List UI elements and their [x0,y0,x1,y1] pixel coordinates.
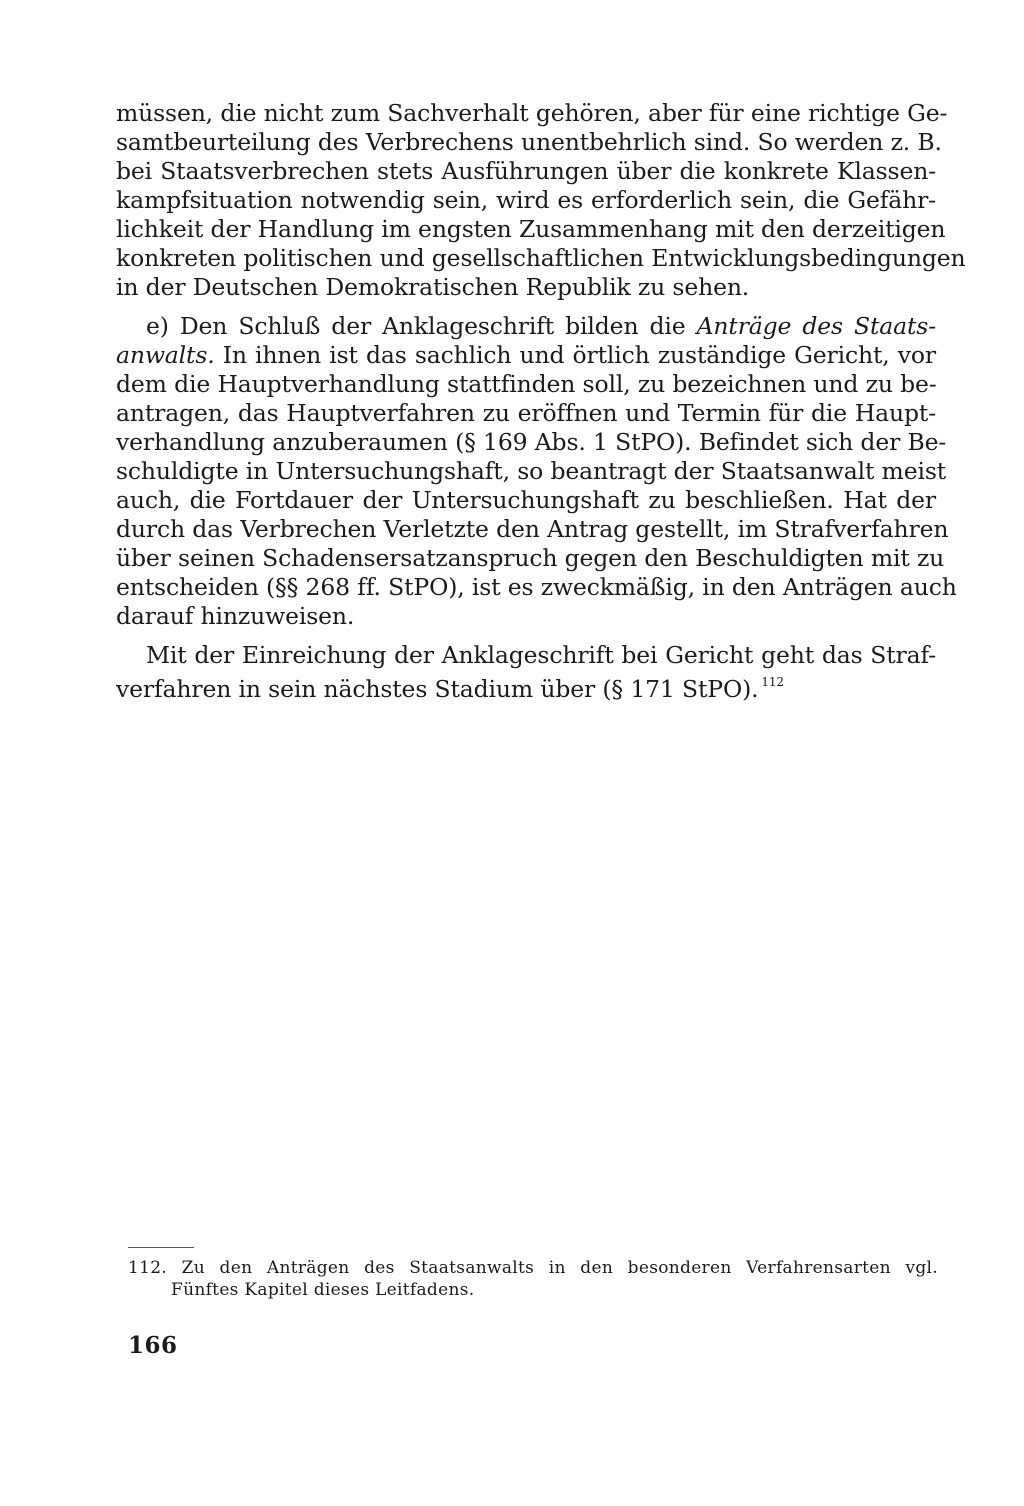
footnote-divider [128,1247,194,1248]
body-line: schuldigte in Untersuchungshaft, so beantragt der Staatsanwalt meist [116,457,947,485]
emphasis-text: anwalts. [116,341,215,369]
body-line: konkreten politischen und gesellschaftlichen Entwicklungsbedingungen [116,244,966,272]
body-line: bei Staatsverbrechen stets Ausführungen über die konkrete Klassen- [116,157,936,185]
body-line-text: In ihnen ist das sachlich und örtlich zuständige Gericht, vor [214,341,936,369]
body-line: entscheiden (§§ 268 ff. StPO), ist es zweckmäßig, in den Anträgen auch [116,573,957,601]
body-line: darauf hinzuweisen. [116,602,355,630]
body-line: über seinen Schadensersatzanspruch gegen den Beschuldigten mit zu [116,544,945,572]
body-line: in der Deutschen Demokratischen Republik zu sehen. [116,273,750,301]
page-number: 166 [128,1332,178,1359]
body-line: antragen, das Hauptverfahren zu eröffnen und Termin für die Haupt- [116,399,936,427]
body-line: durch das Verbrechen Verletzte den Antrag gestellt, im Strafverfahren [116,515,949,543]
body-line [146,311,936,341]
body-line: samtbeurteilung des Verbrechens unentbehrlich sind. So werden z. B. [116,128,942,156]
body-line [116,669,936,704]
footnote-line: 112. Zu den Anträgen des Staatsanwalts in den besonderen Verfahrensarten vgl. [128,1258,938,1278]
body-line: verhandlung anzuberaumen (§ 169 Abs. 1 StPO). Befindet sich der Be- [116,428,947,456]
body-line: auch, die Fortdauer der Untersuchungshaft zu beschließen. Hat der [116,486,936,514]
body-line: Mit der Einreichung der Anklageschrift bei Gericht geht das Straf- [146,641,936,669]
body-line: lichkeit der Handlung im engsten Zusammenhang mit den derzeitigen [116,215,946,243]
body-line: müssen, die nicht zum Sachverhalt gehören, aber für eine richtige Ge- [116,99,948,127]
body-line [116,340,936,370]
body-line-text: e) Den Schluß der Anklageschrift bilden die [146,312,697,340]
body-line: kampfsituation notwendig sein, wird es erforderlich sein, die Gefähr- [116,186,936,214]
body-line: dem die Hauptverhandlung stattfinden soll, zu bezeichnen und zu be- [116,370,937,398]
body-line-text: verfahren in sein nächstes Stadium über (§ 171 StPO). [116,674,759,703]
footnote-reference[interactable]: 112 [761,675,784,689]
emphasis-text: Anträge des Staats- [696,312,936,340]
footnote-line: Fünftes Kapitel dieses Leitfadens. [171,1280,475,1300]
